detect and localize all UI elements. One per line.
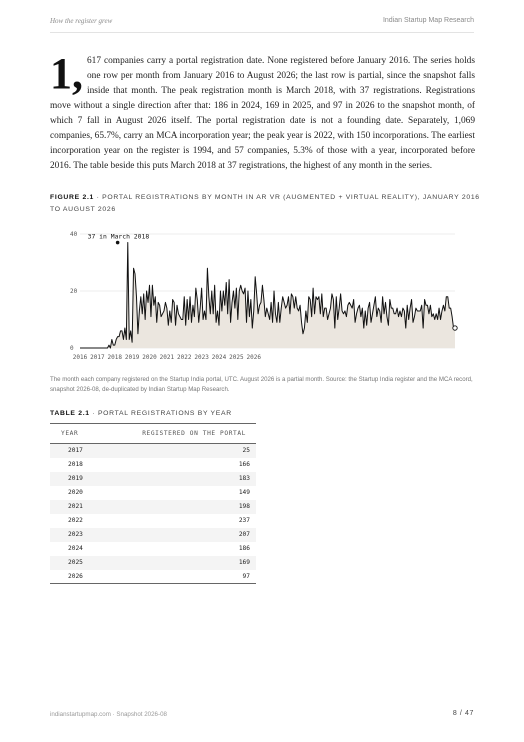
count-cell: 97 (96, 570, 256, 584)
year-cell: 2018 (68, 461, 83, 468)
count-cell: 198 (96, 500, 256, 514)
year-cell: 2022 (68, 517, 83, 524)
count-cell: 169 (96, 556, 256, 570)
table-row (50, 444, 256, 458)
header-divider (50, 32, 474, 33)
table-row (50, 458, 256, 472)
table-row (50, 570, 256, 584)
y-tick-label: 20 (70, 288, 78, 295)
x-tick-label: 2025 (229, 354, 244, 361)
figure-title: PORTAL REGISTRATIONS BY MONTH IN AR VR (AUGMENTED + VIRTUAL REALITY), JANUARY 2016 TO AUGUST 2026 (50, 194, 480, 213)
table-row (50, 486, 256, 500)
chart-svg (50, 224, 475, 364)
y-tick-label: 0 (70, 345, 74, 352)
table-title: PORTAL REGISTRATIONS BY YEAR (97, 410, 232, 417)
last-point-marker (453, 326, 457, 330)
table-row (50, 542, 256, 556)
y-tick-label: 40 (70, 231, 78, 238)
x-tick-label: 2023 (194, 354, 209, 361)
count-cell: 207 (96, 528, 256, 542)
table-row (50, 528, 256, 542)
x-tick-label: 2017 (90, 354, 105, 361)
running-head-publisher: Indian Startup Map Research (382, 17, 474, 24)
count-cell: 166 (238, 461, 250, 468)
figure-label (50, 192, 480, 216)
x-tick-label: 2018 (107, 354, 122, 361)
table-row (50, 500, 256, 514)
x-tick-label: 2022 (177, 354, 192, 361)
figure-separator: · (94, 194, 103, 201)
year-cell: 2024 (68, 545, 83, 552)
column-header-registered: REGISTERED ON THE PORTAL (96, 424, 256, 444)
peak-marker (116, 241, 120, 245)
body-text: 617 companies carry a portal registration date. None registered before January 2016. The series holds one row per month from January 2016 to August 2026; the last row is partial, since the snapshot falls inside that month. The peak registration month is March 2018, with 37 registrations. Registrations move without a single direction after that: 186 in 2024, 169 in 2025, and 97 in 2026 to the snapshot month, of which 7 fall in August 2026 itself. The portal registration date is not a founding date. Separately, 1,069 companies, 65.7%, carry an MCA incorporation year; the peak year is 2022, with 150 incorporations. The earliest incorporation year on the register is 1994, and 57 companies, 5.3% of those with a year, incorporated before 2016. The table beside this puts March 2018 at 37 registrations, the highest of any month in the series. (50, 56, 475, 171)
count-cell: 183 (96, 472, 256, 486)
column-header-year: YEAR (50, 424, 96, 444)
year-cell: 2023 (50, 528, 96, 542)
count-cell: 237 (238, 517, 250, 524)
body-paragraph (50, 49, 475, 174)
count-cell: 186 (238, 545, 250, 552)
x-tick-label: 2016 (72, 354, 88, 361)
year-cell: 2021 (50, 500, 96, 514)
x-tick-label: 2020 (142, 354, 157, 361)
figure-number: FIGURE 2.1 (50, 194, 95, 201)
registrations-table (50, 423, 256, 584)
peak-annotation: 37 in March 2018 (87, 232, 150, 241)
table-row (50, 514, 256, 528)
year-cell: 2020 (68, 489, 83, 496)
running-head-title: How the register grew (50, 17, 113, 25)
table-label (50, 410, 232, 417)
year-cell: 2017 (50, 444, 96, 458)
x-tick-label: 2026 (246, 354, 261, 361)
table-separator: · (89, 410, 98, 417)
footer-source: indianstartupmap.com · Snapshot 2026-08 (50, 711, 167, 718)
x-tick-label: 2019 (124, 354, 140, 361)
year-cell: 2019 (50, 472, 96, 486)
count-cell: 149 (238, 489, 250, 496)
table-number: TABLE 2.1 (50, 410, 90, 417)
table-row (50, 472, 256, 486)
running-head (50, 17, 474, 29)
table-row (50, 556, 256, 570)
year-cell: 2025 (50, 556, 96, 570)
year-cell: 2026 (50, 570, 96, 584)
figure-caption: The month each company registered on the Startup India portal, UTC. August 2026 is a partial month. Source: the Startup India register and the MCA record, snapshot 2026-08, de-duplicated by Indian Startup Map Research. (50, 376, 473, 393)
page-number: 8 / 47 (452, 710, 474, 717)
drop-cap: 1, (50, 49, 83, 98)
x-tick-label: 2021 (159, 354, 175, 361)
x-tick-label: 2024 (211, 354, 227, 361)
table-header-row (50, 424, 256, 444)
count-cell: 25 (96, 444, 256, 458)
registrations-chart (50, 224, 475, 364)
